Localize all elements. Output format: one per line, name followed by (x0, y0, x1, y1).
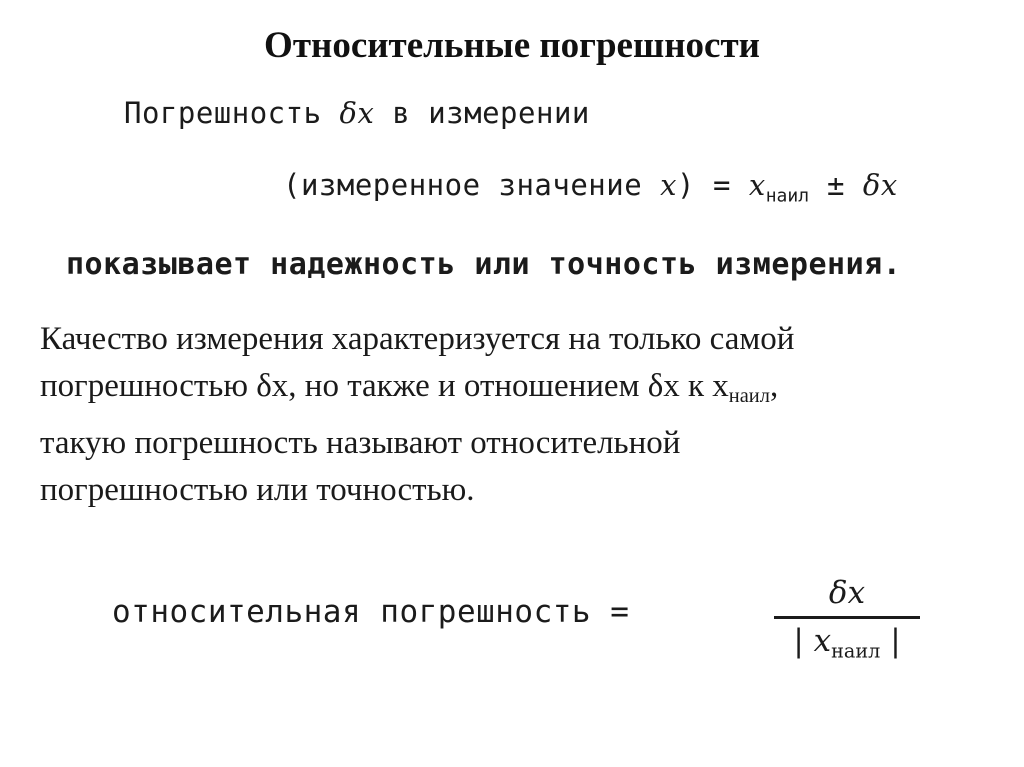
abs-bar-left: | (793, 623, 814, 659)
denominator-subscript: наил (831, 639, 881, 663)
explanation-paragraph (40, 316, 1000, 514)
equation-rhs-subscript: наил (765, 185, 810, 207)
equation-rhs-delta: δx (862, 168, 898, 202)
equation-equals: = (694, 168, 749, 202)
fraction-numerator: δx (828, 575, 866, 611)
equation-rhs-var: x (748, 168, 766, 202)
equation-plus-minus: ± (809, 168, 863, 202)
paragraph-line-1: Качество измерения характеризуется на только самой (40, 321, 795, 357)
equation-close-paren: ) (677, 168, 695, 202)
paragraph-line-2-subscript: наил (728, 385, 770, 408)
paragraph-line-2-comma: , (769, 368, 779, 404)
abs-bar-right: | (880, 623, 901, 659)
paragraph-line-2-text: погрешностью δx, но также и отношением δx к x (40, 368, 729, 404)
scan-line-error-definition (124, 96, 590, 130)
scan-line1-after: в измерении (374, 96, 590, 130)
formula-fraction (774, 574, 920, 671)
paragraph-line-4: погрешностью или точностью. (40, 472, 475, 509)
scan-line-reliability: показывает надежность или точность измерения. (66, 247, 902, 282)
formula-label: относительная погрешность (112, 594, 592, 630)
equation-lhs: (измеренное значение (283, 168, 661, 202)
denominator-var: x (813, 623, 832, 659)
paragraph-line-3: такую погрешность называют относительной (40, 425, 681, 462)
fraction-denominator (774, 622, 920, 671)
scan-line1-before: Погрешность (124, 96, 340, 130)
paragraph-line-2 (40, 363, 1000, 420)
delta-x-symbol: δx (339, 96, 375, 130)
fraction-bar (774, 616, 920, 619)
measured-value-equation (283, 168, 898, 206)
equation-lhs-var: x (660, 168, 678, 202)
slide-title: Относительные погрешности (264, 25, 760, 66)
formula-equals: = (591, 594, 630, 630)
relative-error-formula (112, 594, 629, 630)
